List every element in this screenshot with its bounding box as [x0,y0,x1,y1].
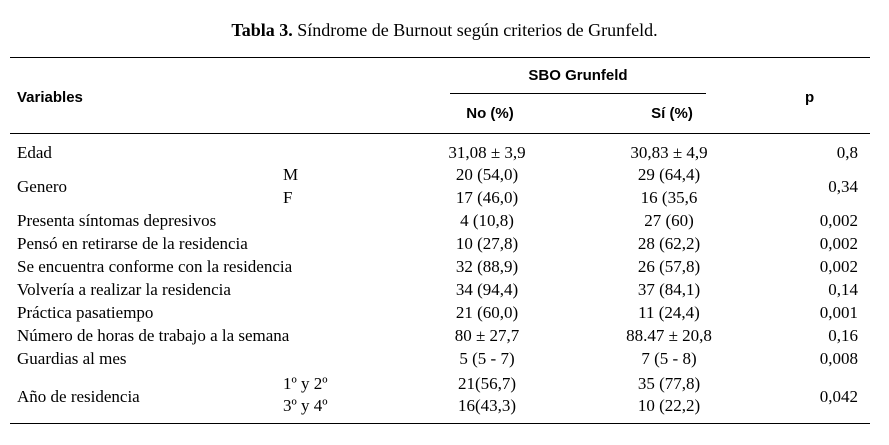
cell-si: 37 (84,1) [637,280,701,299]
cell-p: 0,002 [819,211,858,230]
bottom-rule [10,423,870,424]
top-rule [10,57,870,58]
row-label: Número de horas de trabajo a la semana [17,326,290,345]
cell-p: 0,042 [819,387,858,406]
header-variables: Variables [17,89,83,106]
cell-si: 35 (77,8) [637,374,701,393]
cell-p: 0,001 [819,303,858,322]
cell-p: 0,14 [828,280,858,299]
header-p: p [805,89,815,106]
header-rule [10,133,870,134]
cell-p: 0,16 [828,326,858,345]
cell-no: 17 (46,0) [455,188,519,207]
cell-si: 7 (5 - 8) [641,349,697,368]
cell-si: 16 (35,6 [640,188,698,207]
cell-no: 21(56,7) [457,374,517,393]
cell-si: 29 (64,4) [637,165,701,184]
cell-si: 27 (60) [644,211,694,230]
cell-no: 21 (60,0) [455,303,519,322]
cell-no: 31,08 ± 3,9 [448,143,526,162]
cell-si: 30,83 ± 4,9 [630,143,708,162]
caption-text: Síndrome de Burnout según criterios de Grunfeld. [297,20,658,40]
row-label: Genero [17,177,68,196]
row-label: Guardias al mes [17,349,127,368]
row-label: Edad [17,143,52,162]
cell-si: 11 (24,4) [638,303,700,322]
row-label: Pensó en retirarse de la residencia [17,234,248,253]
row-label: Año de residencia [17,387,140,406]
row-label: Se encuentra conforme con la residencia [17,257,293,276]
cell-si: 26 (57,8) [637,257,701,276]
sub-label: 3º y 4º [283,396,328,415]
group-rule [450,93,706,94]
cell-no: 34 (94,4) [455,280,519,299]
cell-no: 20 (54,0) [455,165,519,184]
cell-p: 0,002 [819,257,858,276]
sub-label: M [283,165,299,184]
header-group: SBO Grunfeld [528,67,628,84]
cell-p: 0,34 [828,177,858,196]
caption-label: Tabla 3. [231,20,293,40]
cell-no: 16(43,3) [457,396,517,415]
sub-label: F [283,188,293,207]
cell-si: 10 (22,2) [637,396,701,415]
cell-p: 0,8 [836,143,858,162]
cell-no: 32 (88,9) [455,257,519,276]
cell-p: 0,002 [819,234,858,253]
cell-no: 5 (5 - 7) [459,349,515,368]
cell-si: 88.47 ± 20,8 [626,326,712,345]
cell-no: 10 (27,8) [455,234,519,253]
table-caption [0,20,889,41]
row-label: Volvería a realizar la residencia [17,280,231,299]
cell-no: 4 (10,8) [460,211,514,230]
cell-p: 0,008 [819,349,858,368]
header-si: Sí (%) [651,105,693,122]
header-no: No (%) [466,105,514,122]
sub-label: 1º y 2º [283,374,328,393]
cell-no: 80 ± 27,7 [454,326,520,345]
cell-si: 28 (62,2) [637,234,701,253]
row-label: Presenta síntomas depresivos [17,211,217,230]
row-label: Práctica pasatiempo [17,303,154,322]
